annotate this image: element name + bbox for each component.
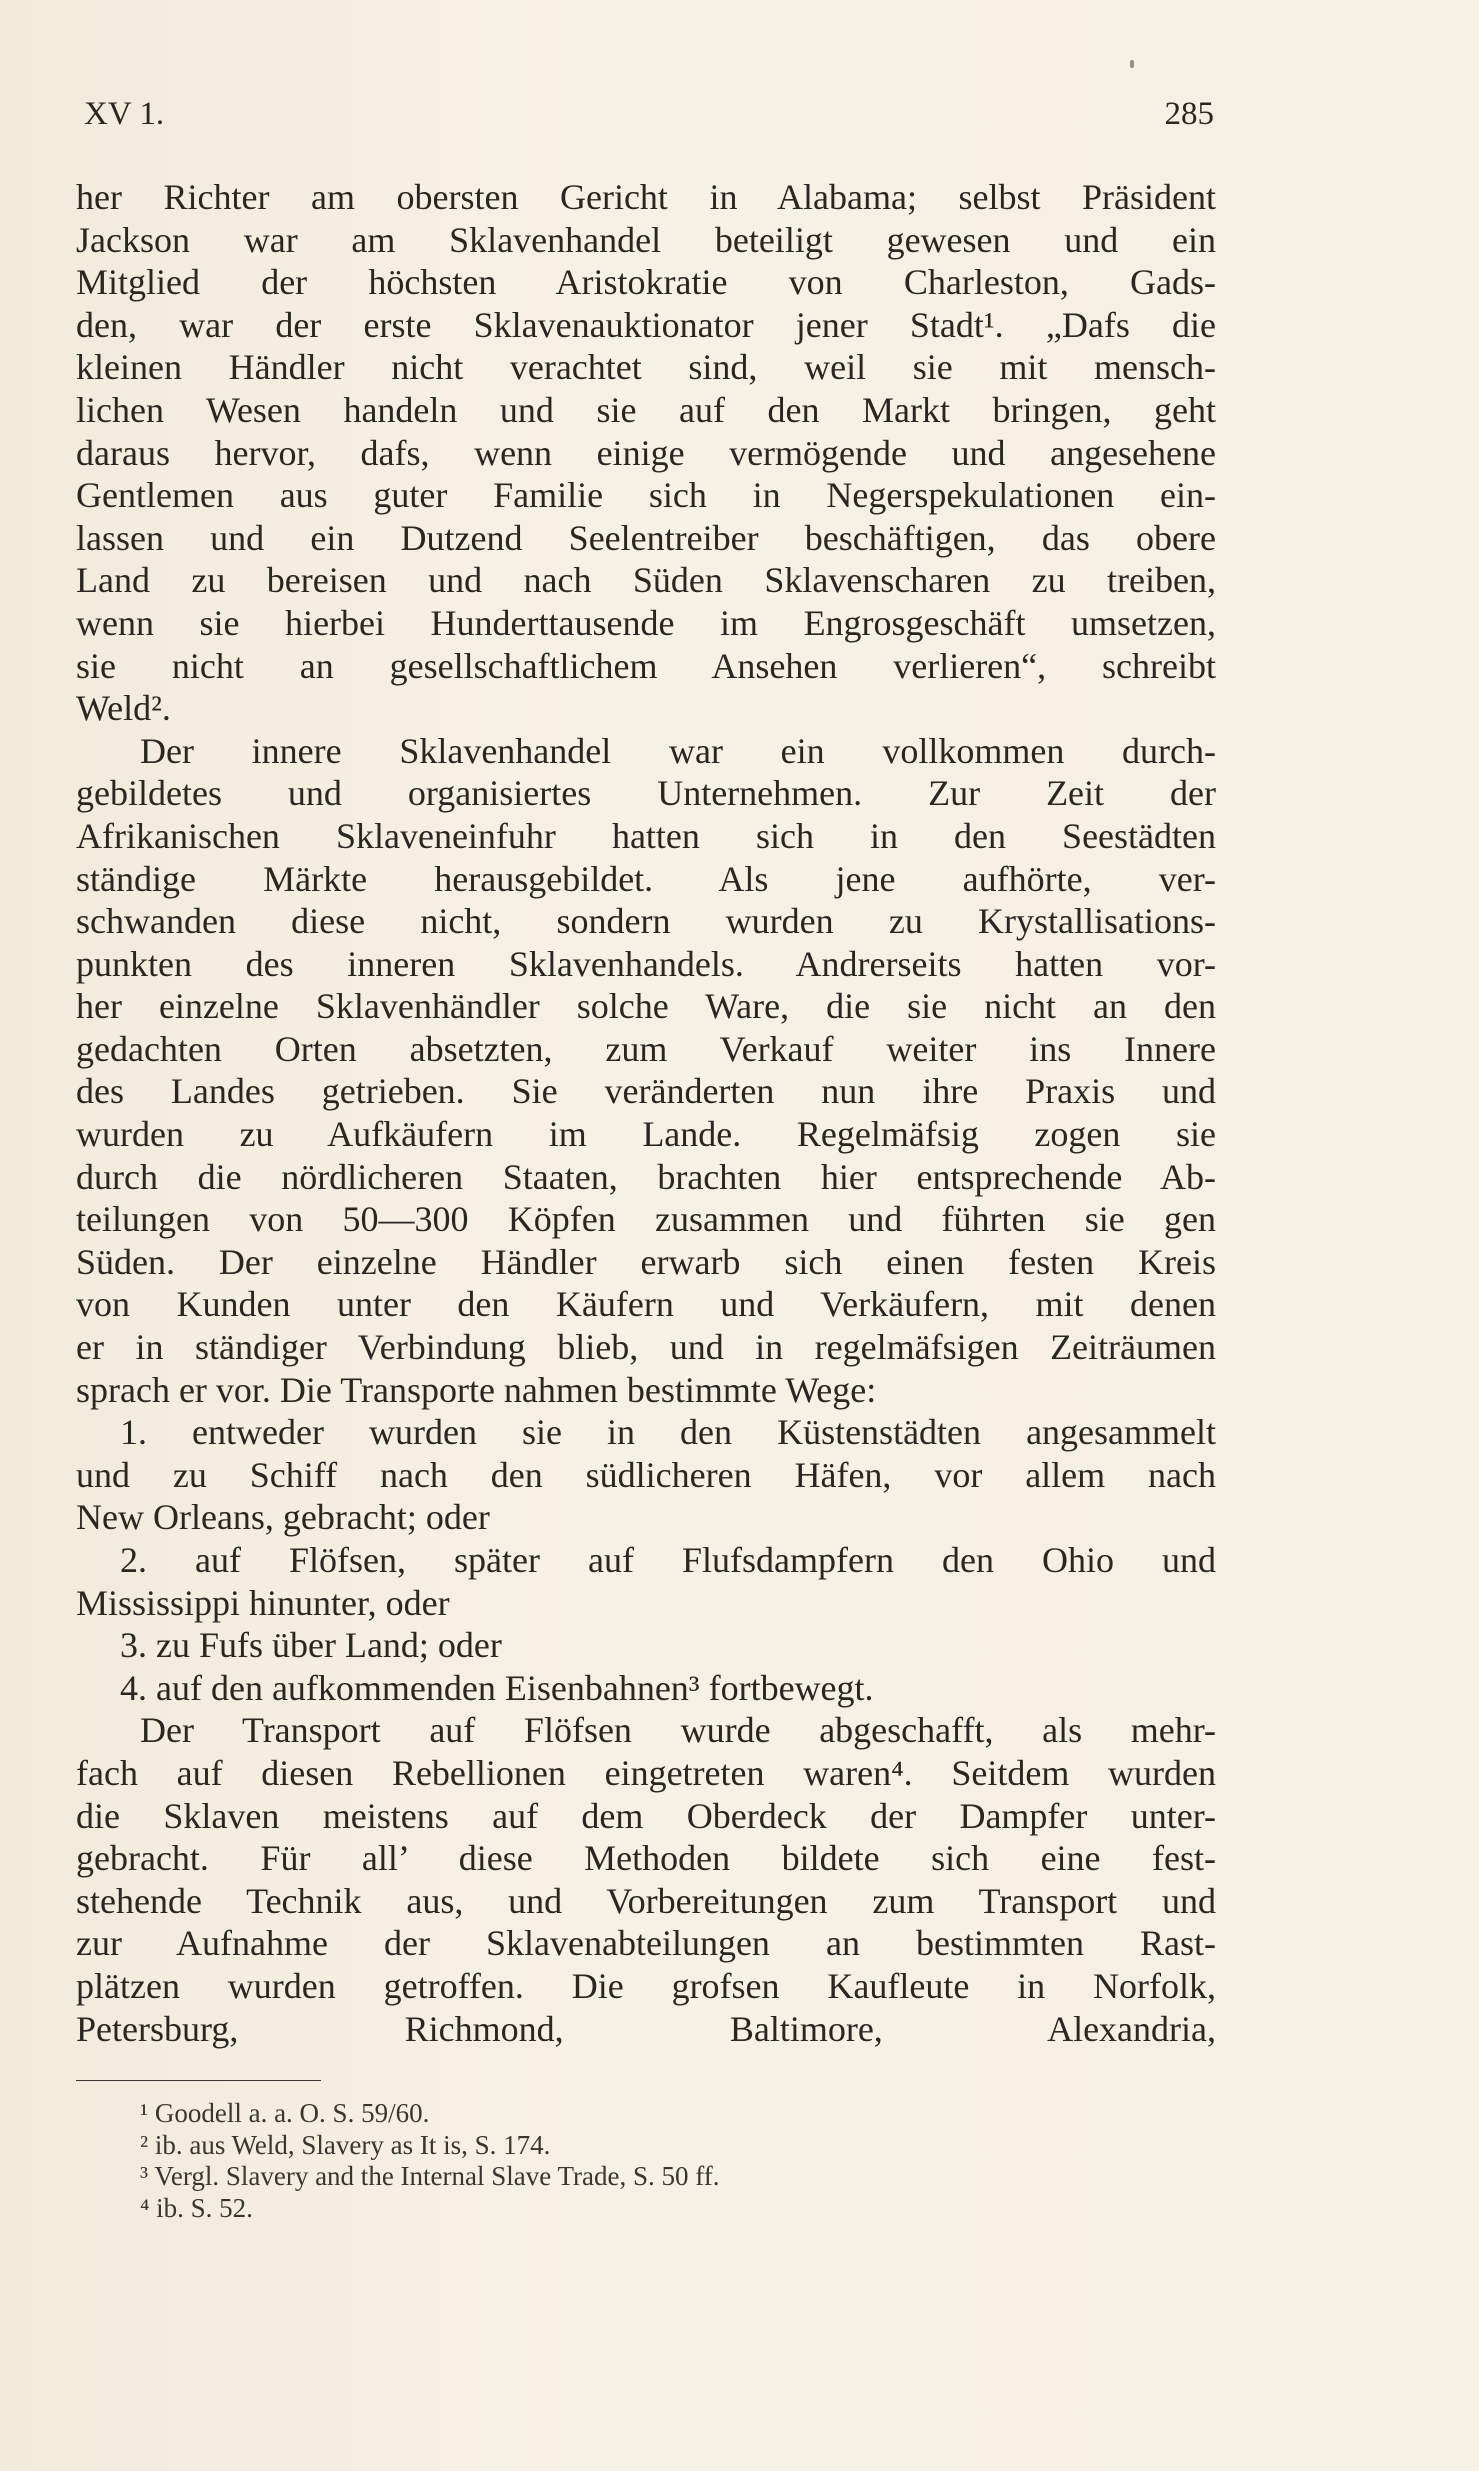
- text-line: Weld².: [76, 688, 171, 729]
- text-line: Mississippi hinunter, oder: [76, 1582, 450, 1623]
- body-text: [76, 176, 1216, 2050]
- text-line: zur Aufnahme der Sklavenabteilungen an bestimmten Rast-: [76, 1923, 1216, 1964]
- text-line: lichen Wesen handeln und sie auf den Markt bringen, geht: [76, 389, 1216, 430]
- text-line: Petersburg, Richmond, Baltimore, Alexandria,: [76, 2008, 1216, 2049]
- list-item: 1. entweder wurden sie in den Küstenstädten angesammelt: [120, 1412, 1216, 1453]
- footnote: ² ib. aus Weld, Slavery as It is, S. 174.: [140, 2129, 551, 2160]
- text-line: wurden zu Aufkäufern im Lande. Regelmäfsig zogen sie: [76, 1114, 1216, 1155]
- footnote: ¹ Goodell a. a. O. S. 59/60.: [140, 2098, 430, 2128]
- page-speck: [1130, 60, 1134, 68]
- page-number: 285: [1164, 96, 1214, 132]
- text-line: sie nicht an gesellschaftlichem Ansehen verlieren“, schreibt: [76, 645, 1216, 686]
- text-line: wenn sie hierbei Hunderttausende im Engrosgeschäft umsetzen,: [76, 602, 1216, 643]
- text-line: her Richter am obersten Gericht in Alabama; selbst Präsident: [76, 177, 1216, 217]
- text-line: Süden. Der einzelne Händler erwarb sich einen festen Kreis: [76, 1241, 1216, 1282]
- text-line: von Kunden unter den Käufern und Verkäufern, mit denen: [76, 1284, 1216, 1325]
- text-line: Der Transport auf Flöfsen wurde abgeschafft, als mehr-: [140, 1710, 1216, 1751]
- text-line: punkten des inneren Sklavenhandels. Andrerseits hatten vor-: [76, 943, 1216, 984]
- text-line: teilungen von 50—300 Köpfen zusammen und führten sie gen: [76, 1199, 1216, 1240]
- text-line: gebildetes und organisiertes Unternehmen. Zur Zeit der: [76, 773, 1216, 814]
- text-line: fach auf diesen Rebellionen eingetreten waren⁴. Seitdem wurden: [76, 1752, 1216, 1793]
- text-line: Der innere Sklavenhandel war ein vollkommen durch-: [140, 730, 1216, 771]
- chapter-marker: XV 1.: [84, 96, 165, 132]
- text-line: daraus hervor, dafs, wenn einige vermögende und angesehene: [76, 432, 1216, 473]
- text-line: die Sklaven meistens auf dem Oberdeck der Dampfer unter-: [76, 1795, 1216, 1836]
- text-line: Afrikanischen Sklaveneinfuhr hatten sich in den Seestädten: [76, 815, 1216, 856]
- text-line: kleinen Händler nicht verachtet sind, weil sie mit mensch-: [76, 347, 1216, 388]
- text-line: lassen und ein Dutzend Seelentreiber beschäftigen, das obere: [76, 517, 1216, 558]
- text-line: durch die nördlicheren Staaten, brachten hier entsprechende Ab-: [76, 1156, 1216, 1197]
- text-line: stehende Technik aus, und Vorbereitungen zum Transport und: [76, 1880, 1216, 1921]
- text-line: Gentlemen aus guter Familie sich in Negerspekulationen ein-: [76, 475, 1216, 516]
- text-line: gebracht. Für all’ diese Methoden bildete sich eine fest-: [76, 1838, 1216, 1879]
- running-header: [84, 96, 1214, 133]
- footnotes: [140, 2098, 1140, 2224]
- text-line: schwanden diese nicht, sondern wurden zu Krystallisations-: [76, 901, 1216, 942]
- text-line: Land zu bereisen und nach Süden Sklavenscharen zu treiben,: [76, 560, 1216, 601]
- list-item: 3. zu Fufs über Land; oder: [120, 1625, 502, 1666]
- list-item: 4. auf den aufkommenden Eisenbahnen³ fortbewegt.: [120, 1667, 874, 1708]
- text-line: Mitglied der höchsten Aristokratie von Charleston, Gads-: [76, 262, 1216, 303]
- text-line: gedachten Orten absetzten, zum Verkauf weiter ins Innere: [76, 1028, 1216, 1069]
- list-item: 2. auf Flöfsen, später auf Flufsdampfern den Ohio und: [120, 1540, 1216, 1580]
- text-line: Jackson war am Sklavenhandel beteiligt gewesen und ein: [76, 219, 1216, 260]
- footnote-separator: [76, 2080, 321, 2081]
- footnote: ³ Vergl. Slavery and the Internal Slave Trade, S. 50 ff.: [140, 2161, 720, 2191]
- text-line: ständige Märkte herausgebildet. Als jene aufhörte, ver-: [76, 858, 1216, 899]
- text-line: und zu Schiff nach den südlicheren Häfen, vor allem nach: [76, 1454, 1216, 1495]
- text-line: sprach er vor. Die Transporte nahmen bestimmte Wege:: [76, 1369, 877, 1410]
- text-line: her einzelne Sklavenhändler solche Ware, die sie nicht an den: [76, 986, 1216, 1027]
- text-line: des Landes getrieben. Sie veränderten nun ihre Praxis und: [76, 1071, 1216, 1112]
- text-line: New Orleans, gebracht; oder: [76, 1497, 490, 1538]
- text-line: plätzen wurden getroffen. Die grofsen Kaufleute in Norfolk,: [76, 1965, 1216, 2006]
- text-line: den, war der erste Sklavenauktionator jener Stadt¹. „Dafs die: [76, 304, 1216, 345]
- footnote: ⁴ ib. S. 52.: [140, 2192, 253, 2223]
- text-line: er in ständiger Verbindung blieb, und in regelmäfsigen Zeiträumen: [76, 1327, 1216, 1368]
